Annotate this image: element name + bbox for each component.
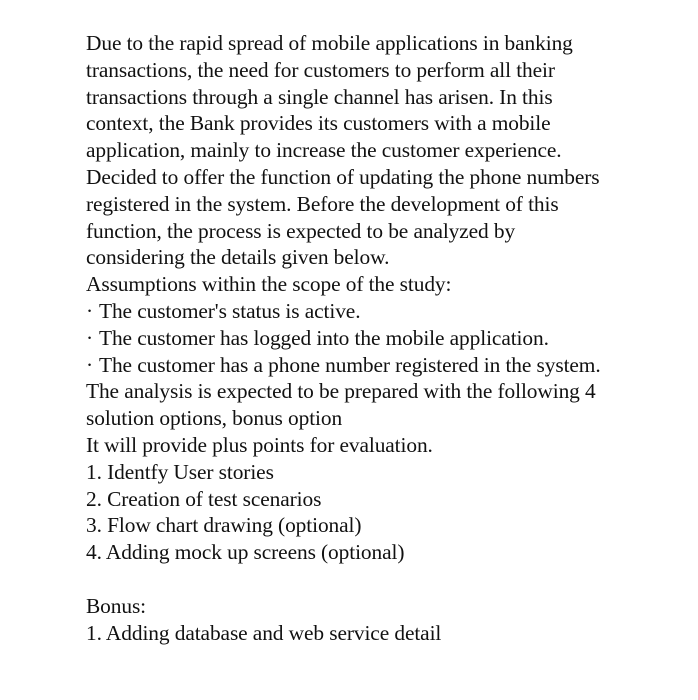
intro-paragraph — [86, 30, 686, 271]
assumption-text: The customer has a phone number registered in the system. — [99, 352, 601, 377]
spacer — [86, 566, 686, 593]
bonus-heading: Bonus: — [86, 593, 147, 618]
assumptions-heading: Assumptions within the scope of the study: — [86, 272, 452, 297]
option-item: 2. Creation of test scenarios — [86, 486, 322, 511]
analysis-line: solution options, bonus option — [86, 406, 343, 431]
paragraph-line: context, the Bank provides its customers with a mobile — [86, 111, 551, 136]
assumption-item — [86, 325, 686, 352]
analysis-section — [86, 378, 686, 458]
paragraph-line: registered in the system. Before the development of this — [86, 191, 559, 216]
assumption-text: The customer's status is active. — [99, 298, 361, 323]
assumption-text: The customer has logged into the mobile application. — [99, 325, 549, 350]
document-body — [86, 30, 686, 646]
option-item: 4. Adding mock up screens (optional) — [86, 540, 405, 565]
paragraph-line: considering the details given below. — [86, 245, 390, 270]
assumptions-section — [86, 271, 686, 378]
bullet-icon: · — [86, 352, 94, 377]
options-list — [86, 459, 686, 566]
paragraph-line: Due to the rapid spread of mobile applications in banking — [86, 31, 573, 55]
analysis-line: The analysis is expected to be prepared with the following 4 — [86, 379, 596, 404]
option-item: 1. Identfy User stories — [86, 459, 274, 484]
analysis-line: It will provide plus points for evaluation. — [86, 432, 433, 457]
bonus-section — [86, 593, 686, 647]
paragraph-line: transactions, the need for customers to perform all their — [86, 57, 555, 82]
bullet-icon: · — [86, 298, 94, 323]
assumption-item — [86, 352, 686, 379]
bonus-item: 1. Adding database and web service detail — [86, 620, 442, 645]
assumption-item — [86, 298, 686, 325]
paragraph-line: function, the process is expected to be analyzed by — [86, 218, 516, 243]
paragraph-line: application, mainly to increase the customer experience. — [86, 138, 562, 163]
bullet-icon: · — [86, 325, 94, 350]
paragraph-line: transactions through a single channel has arisen. In this — [86, 84, 553, 109]
option-item: 3. Flow chart drawing (optional) — [86, 513, 362, 538]
paragraph-line: Decided to offer the function of updating the phone numbers — [86, 164, 600, 189]
